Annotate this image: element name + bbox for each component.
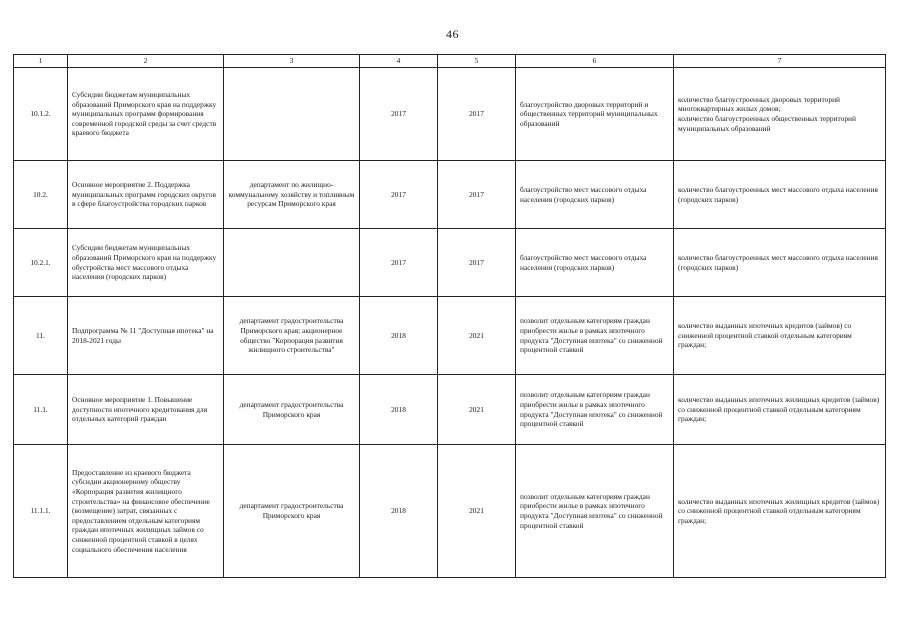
end-year: 2017 — [438, 229, 516, 297]
row-number: 11.1. — [14, 375, 68, 445]
row-number: 10.1.2. — [14, 68, 68, 161]
executor: департамент по жилищно-коммунальному хозяйству и топливным ресурсам Приморского края — [224, 161, 360, 229]
activity-name: Подпрограмма № 11 "Доступная ипотека" на 2018-2021 годы — [68, 297, 224, 375]
expected-result: позволит отдельным категориям граждан приобрести жилье в рамках ипотечного продукта "Доступная ипотека" со сниженной процентной ставкой — [516, 445, 674, 578]
table-row — [14, 297, 886, 375]
executor: департамент градостроительства Приморского края; акционерное общество "Корпорация развития жилищного строительства" — [224, 297, 360, 375]
column-number-row — [14, 55, 886, 68]
column-number: 2 — [68, 55, 224, 68]
expected-result: благоустройство дворовых территорий и общественных территорий муниципальных образований — [516, 68, 674, 161]
column-number: 4 — [360, 55, 438, 68]
row-number: 10.2. — [14, 161, 68, 229]
indicator: количество благоустроенных дворовых территорий многоквартирных жилых домов; количество благоустроенных общественных территорий муниципальных образований — [674, 68, 886, 161]
expected-result: благоустройство мест массового отдыха населения (городских парков) — [516, 161, 674, 229]
column-number: 6 — [516, 55, 674, 68]
column-number: 5 — [438, 55, 516, 68]
executor: департамент градостроительства Приморского края — [224, 375, 360, 445]
start-year: 2018 — [360, 445, 438, 578]
expected-result: позволит отдельным категориям граждан приобрести жилье в рамках ипотечного продукта "Доступная ипотека" со сниженной процентной ставкой — [516, 297, 674, 375]
table-row — [14, 375, 886, 445]
indicator: количество благоустроенных мест массового отдыха населения (городских парков) — [674, 229, 886, 297]
expected-result: благоустройство мест массового отдыха населения (городских парков) — [516, 229, 674, 297]
table-row — [14, 68, 886, 161]
end-year: 2021 — [438, 375, 516, 445]
end-year: 2017 — [438, 68, 516, 161]
executor — [224, 229, 360, 297]
indicator: количество выданных ипотечных кредитов (займов) со сниженной процентной ставкой отдельным категориям граждан; — [674, 297, 886, 375]
table-row — [14, 229, 886, 297]
end-year: 2017 — [438, 161, 516, 229]
activities-table — [13, 54, 886, 578]
indicator: количество благоустроенных мест массового отдыха населения (городских парков) — [674, 161, 886, 229]
end-year: 2021 — [438, 445, 516, 578]
start-year: 2018 — [360, 375, 438, 445]
row-number: 11. — [14, 297, 68, 375]
row-number: 10.2.1. — [14, 229, 68, 297]
activity-name: Субсидии бюджетам муниципальных образований Приморского края на поддержку обустройства мест массового отдыха населения (городских парков) — [68, 229, 224, 297]
activity-name: Основное мероприятие 1. Повышение доступности ипотечного кредитования для отдельных категорий граждан — [68, 375, 224, 445]
indicator: количество выданных ипотечных жилищных кредитов (займов) со сниженной процентной ставкой отдельным категориям граждан; — [674, 375, 886, 445]
column-number: 7 — [674, 55, 886, 68]
table-row — [14, 161, 886, 229]
expected-result: позволит отдельным категориям граждан приобрести жилье в рамках ипотечного продукта "Доступная ипотека" со сниженной процентной ставкой — [516, 375, 674, 445]
executor — [224, 68, 360, 161]
activity-name: Основное мероприятие 2. Поддержка муниципальных программ городских округов в сфере благоустройства городских парков — [68, 161, 224, 229]
start-year: 2017 — [360, 161, 438, 229]
row-number: 11.1.1. — [14, 445, 68, 578]
activity-name: Субсидии бюджетам муниципальных образований Приморского края на поддержку муниципальных программ формирования современной городской среды за счет средств краевого бюджета — [68, 68, 224, 161]
indicator: количество выданных ипотечных жилищных кредитов (займов) со сниженной процентной ставкой отдельным категориям граждан; — [674, 445, 886, 578]
end-year: 2021 — [438, 297, 516, 375]
table-row — [14, 445, 886, 578]
activity-name: Предоставление из краевого бюджета субсидии акционерному обществу «Корпорация развития жилищного строительства» на финансовое обеспечение (возмещение) затрат, связанных с предоставлением отдельным категориям граждан ипотечных жилищных займов со сниженной процентной ставкой в целях социального обеспечения населения — [68, 445, 224, 578]
start-year: 2017 — [360, 229, 438, 297]
executor: департамент градостроительства Приморского края — [224, 445, 360, 578]
column-number: 3 — [224, 55, 360, 68]
start-year: 2017 — [360, 68, 438, 161]
column-number: 1 — [14, 55, 68, 68]
start-year: 2018 — [360, 297, 438, 375]
page-number: 46 — [446, 27, 459, 41]
